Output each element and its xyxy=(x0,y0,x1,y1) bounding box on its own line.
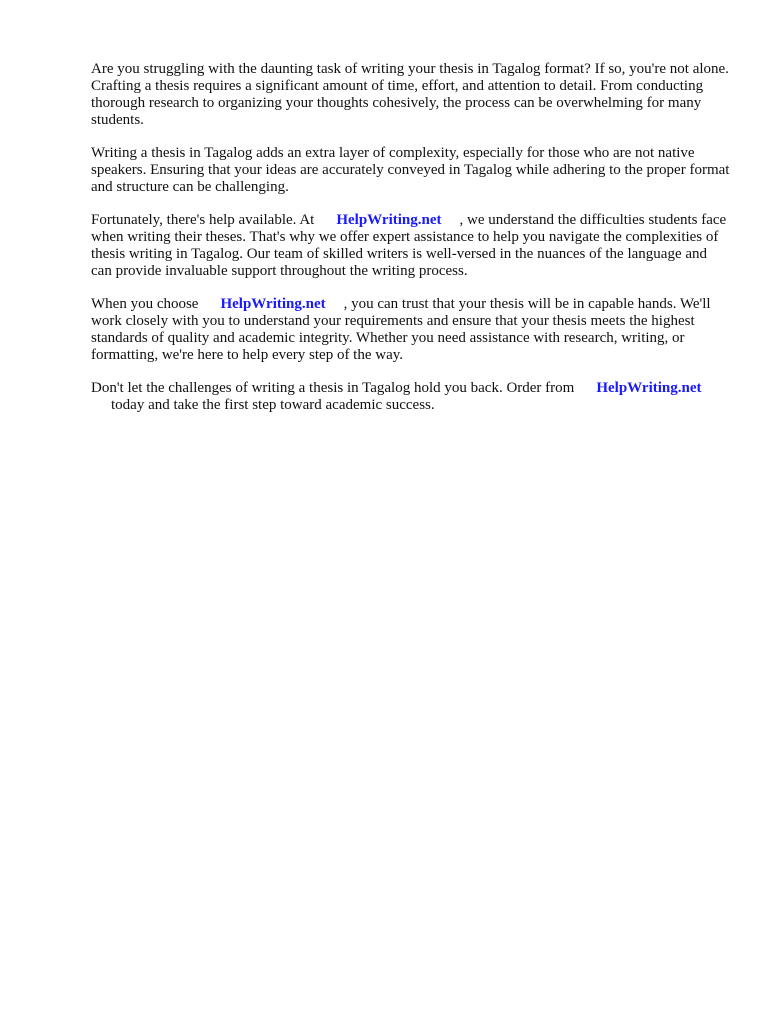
paragraph-complexity: Writing a thesis in Tagalog adds an extra layer of complexity, especially for those who are not native speakers. Ensuring that your ideas are accurately conveyed in Tagalog while adhering to the proper format and structure can be challenging. xyxy=(91,145,730,195)
paragraph-text: today and take the first step toward academic success. xyxy=(111,397,435,413)
document-body xyxy=(91,61,731,430)
helpwriting-link[interactable]: HelpWriting.net xyxy=(336,212,442,228)
paragraph-call-to-action xyxy=(91,380,731,414)
helpwriting-link[interactable]: HelpWriting.net xyxy=(220,296,326,312)
paragraph-text: When you choose xyxy=(91,296,199,312)
paragraph-text: , we understand the difficulties students face when writing their theses. That's why we offer expert assistance to help you navigate the complexities of thesis writing in Tagalog. Our team of skilled writers is well-versed in the nuances of the language and can provide invaluable support throughout the writing process. xyxy=(91,212,727,279)
helpwriting-link[interactable]: HelpWriting.net xyxy=(596,380,702,396)
paragraph-text: Fortunately, there's help available. At xyxy=(91,212,315,228)
paragraph-text: Don't let the challenges of writing a thesis in Tagalog hold you back. Order from xyxy=(91,380,575,396)
paragraph-help-available xyxy=(91,212,731,280)
paragraph-choose xyxy=(91,296,731,364)
paragraph-intro: Are you struggling with the daunting task of writing your thesis in Tagalog format? If so, you're not alone. Crafting a thesis requires a significant amount of time, effort, and attention to detail. From conducting thorough research to organizing your thoughts cohesively, the process can be overwhelming for many students. xyxy=(91,61,729,128)
paragraph-text: , you can trust that your thesis will be in capable hands. We'll work closely with you to understand your requirements and ensure that your thesis meets the highest standards of quality and academic integrity. Whether you need assistance with research, writing, or formatting, we're here to help every step of the way. xyxy=(91,296,711,363)
